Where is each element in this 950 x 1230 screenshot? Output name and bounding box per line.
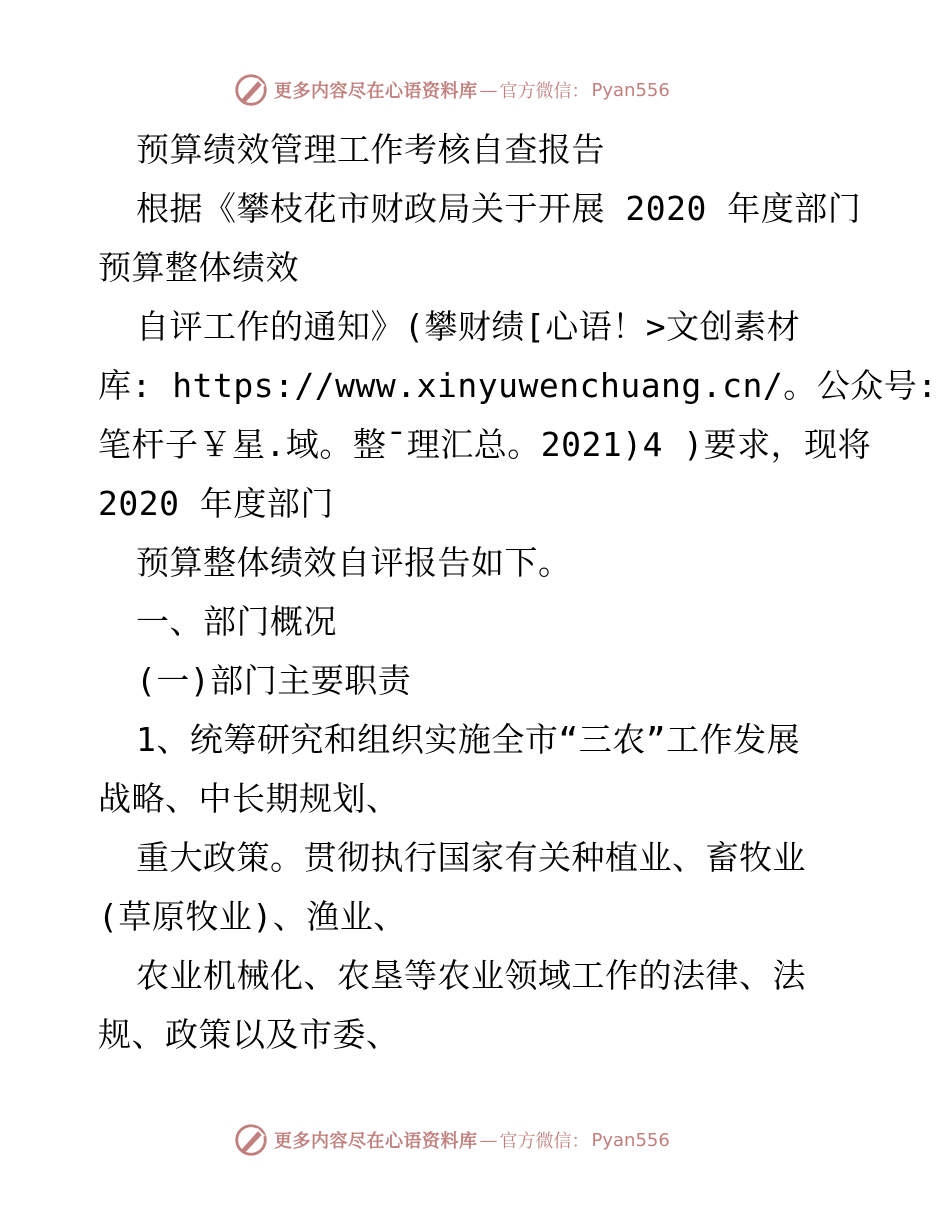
banner-dash: —	[479, 79, 498, 101]
paragraph-line: 规、政策以及市委、	[98, 1015, 400, 1054]
paragraph-line: 库: https://www.xinyuwenchuang.cn/。公众号:	[98, 366, 938, 405]
paragraph-line: 战略、中长期规划、	[98, 779, 400, 818]
banner-dash: —	[479, 1129, 498, 1151]
paragraph-line: 2020 年度部门	[98, 484, 334, 523]
banner-text: 更多内容尽在心语资料库	[274, 81, 478, 102]
footer-watermark-banner	[232, 1120, 732, 1160]
paragraph-line: 根据《攀枝花市财政局关于开展 2020 年度部门	[136, 189, 862, 228]
banner-wechat-label: 官方微信：	[499, 1131, 590, 1152]
section-heading: 一、部门概况	[136, 602, 337, 641]
paragraph-line: 预算整体绩效	[98, 248, 299, 287]
document-title: 预算绩效管理工作考核自查报告	[136, 130, 605, 169]
paragraph-line: (草原牧业)、渔业、	[98, 897, 407, 936]
paragraph-line: 农业机械化、农垦等农业领域工作的法律、法	[136, 956, 806, 995]
paragraph-line: 重大政策。贯彻执行国家有关种植业、畜牧业	[136, 838, 806, 877]
subsection-heading: (一)部门主要职责	[136, 661, 412, 700]
document-body	[98, 120, 938, 1064]
banner-wechat-id: Pyan556	[591, 79, 670, 101]
paragraph-line: 笔杆子￥星.域。整¯理汇总。2021)4 )要求，现将	[98, 425, 872, 464]
paragraph-line: 自评工作的通知》(攀财绩[心语！>文创素材	[136, 307, 801, 346]
banner-wechat-label: 官方微信：	[499, 81, 590, 102]
paragraph-line: 1、统筹研究和组织实施全市“三农”工作发展	[136, 720, 801, 759]
paragraph-line: 预算整体绩效自评报告如下。	[136, 543, 572, 582]
banner-text: 更多内容尽在心语资料库	[274, 1131, 478, 1152]
pen-circle-logo-icon	[232, 71, 270, 109]
header-watermark-banner	[232, 70, 732, 110]
banner-wechat-id: Pyan556	[591, 1129, 670, 1151]
pen-circle-logo-icon	[232, 1121, 270, 1159]
